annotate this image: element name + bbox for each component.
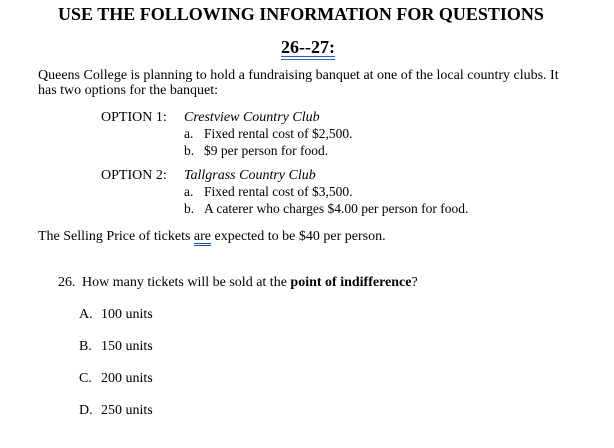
selling-price-before: The Selling Price of tickets: [38, 229, 194, 244]
selling-price-are: are: [193, 229, 212, 244]
option-2-item-a-text: Fixed rental cost of $3,500.: [204, 184, 353, 199]
option-1-name: Crestview Country Club: [184, 110, 320, 125]
intro-line-1: Queens College is planning to hold a fundraising banquet at one of the local country clubs. It: [38, 68, 559, 83]
option-2-item-b-letter: b.: [184, 201, 195, 216]
question-number: 26.: [58, 275, 76, 290]
option-1-item-b-text: $9 per person for food.: [204, 143, 329, 158]
option-1-label: OPTION 1:: [101, 110, 167, 125]
option-2-name: Tallgrass Country Club: [184, 168, 316, 183]
option-2-item-a-letter: a.: [184, 184, 194, 199]
answer-d-letter: D.: [79, 403, 93, 418]
answer-b-text: 150 units: [101, 339, 153, 354]
answer-b-letter: B.: [79, 339, 92, 354]
question-text: [82, 276, 418, 290]
answer-c-text: 200 units: [101, 371, 153, 386]
question-text-bold: point of indifference: [290, 275, 412, 290]
option-1-item-a-letter: a.: [184, 126, 194, 141]
answer-d-text: 250 units: [101, 403, 153, 418]
heading-line-2: [281, 37, 335, 58]
option-1-item-b-letter: b.: [184, 143, 195, 158]
answer-a-text: 100 units: [101, 307, 153, 322]
option-2-item-b-text: A caterer who charges $4.00 per person for food.: [204, 201, 469, 216]
heading-question-range: 26--27:: [281, 37, 335, 57]
question-text-after: ?: [411, 275, 418, 290]
answer-c-letter: C.: [79, 371, 92, 386]
answer-a-letter: A.: [79, 307, 93, 322]
intro-line-2: has two options for the banquet:: [38, 83, 219, 98]
selling-price-sentence: [38, 230, 386, 244]
selling-price-after: expected to be $40 per person.: [211, 229, 386, 244]
question-text-before: How many tickets will be sold at the: [82, 275, 291, 290]
option-2-label: OPTION 2:: [101, 168, 167, 183]
heading-line-1: USE THE FOLLOWING INFORMATION FOR QUESTIONS: [58, 4, 544, 24]
option-1-item-a-text: Fixed rental cost of $2,500.: [204, 126, 353, 141]
